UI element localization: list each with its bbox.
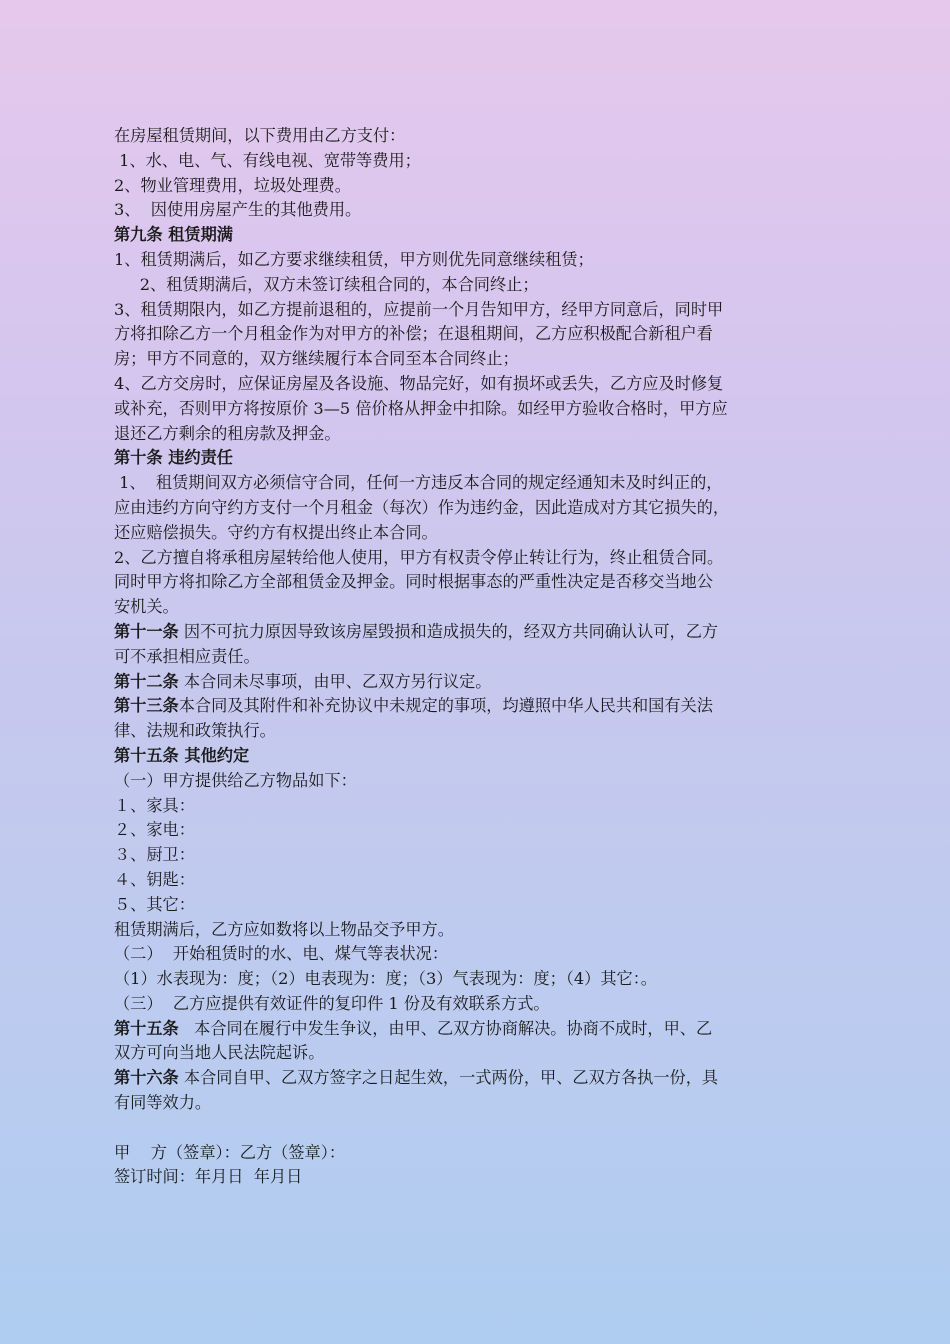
text-line [114, 298, 834, 323]
clause-text: 3、租赁期限内，如乙方提前退租的，应提前一个月告知甲方，经甲方同意后，同时甲 [114, 299, 724, 319]
text-line [114, 347, 834, 372]
text-line [114, 620, 834, 645]
text-line [114, 422, 834, 447]
clause-heading: 第十六条 [114, 1068, 179, 1088]
text-line [114, 1091, 834, 1116]
clause-text: 同时甲方将扣除乙方全部租赁金及押金。同时根据事态的严重性决定是否移交当地公 [114, 572, 713, 592]
clause-text: 房；甲方不同意的，双方继续履行本合同至本合同终止； [114, 349, 519, 369]
text-line [114, 124, 834, 149]
clause-text: （一）甲方提供给乙方物品如下： [114, 770, 357, 790]
clause-text: 方将扣除乙方一个月租金作为对甲方的补偿；在退租期间，乙方应积极配合新租户看 [114, 324, 713, 344]
clause-text: １、家具： [114, 795, 195, 815]
text-line [114, 1041, 834, 1066]
text-line [114, 1066, 834, 1091]
clause-text: 签订时间：年月日 年月日 [114, 1167, 303, 1187]
clause-text: 有同等效力。 [114, 1093, 212, 1113]
text-line [114, 496, 834, 521]
clause-text: 因不可抗力原因导致该房屋毁损和造成损失的，经双方共同确认认可，乙方 [178, 621, 719, 641]
text-line [114, 719, 834, 744]
clause-text: ５、其它： [114, 894, 195, 914]
text-line [114, 794, 834, 819]
text-line [114, 372, 834, 397]
clause-text: 甲 方（签章）：乙方（签章）： [114, 1142, 346, 1162]
clause-text: 4、乙方交房时，应保证房屋及各设施、物品完好，如有损坏或丢失，乙方应及时修复 [114, 373, 724, 393]
text-line [114, 1017, 834, 1042]
text-line [114, 521, 834, 546]
text-line [114, 744, 834, 769]
clause-text: 3、 因使用房屋产生的其他费用。 [114, 200, 362, 220]
text-line [114, 942, 834, 967]
clause-text: 可不承担相应责任。 [114, 646, 260, 666]
clause-text: ２、家电： [114, 820, 195, 840]
clause-heading: 第十二条 [114, 671, 179, 691]
clause-text: 1、水、电、气、有线电视、宽带等费用； [114, 150, 421, 170]
contract-page [114, 124, 834, 1190]
clause-text: ３、厨卫： [114, 845, 195, 865]
clause-heading: 第九条 租赁期满 [114, 225, 233, 245]
text-line [114, 149, 834, 174]
clause-text: 本合同自甲、乙双方签字之日起生效，一式两份，甲、乙双方各执一份，具 [178, 1068, 719, 1088]
clause-heading: 第十条 违约责任 [114, 448, 233, 468]
text-line [114, 546, 834, 571]
text-line [114, 645, 834, 670]
text-line [114, 248, 834, 273]
text-line [114, 471, 834, 496]
text-line [114, 670, 834, 695]
clause-text: 还应赔偿损失。守约方有权提出终止本合同。 [114, 522, 438, 542]
clause-text: 租赁期满后，乙方应如数将以上物品交予甲方。 [114, 919, 454, 939]
text-line [114, 1165, 834, 1190]
text-line [114, 992, 834, 1017]
clause-text: （1）水表现为：度；（2）电表现为：度；（3）气表现为：度；（4）其它：。 [114, 969, 657, 989]
text-line [114, 918, 834, 943]
clause-text: 律、法规和政策执行。 [114, 721, 276, 741]
clause-text: 退还乙方剩余的租房款及押金。 [114, 423, 341, 443]
clause-text: 2、乙方擅自将承租房屋转给他人使用，甲方有权责令停止转让行为，终止租赁合同。 [114, 547, 724, 567]
clause-text: 本合同在履行中发生争议，由甲、乙双方协商解决。协商不成时，甲、乙 [178, 1018, 713, 1038]
clause-text: 2、租赁期满后，双方未签订续租合同的，本合同终止； [114, 274, 539, 294]
clause-heading: 第十五条 其他约定 [114, 745, 250, 765]
text-line [114, 967, 834, 992]
text-line [114, 893, 834, 918]
clause-text: 在房屋租赁期间，以下费用由乙方支付： [114, 126, 406, 145]
clause-text: 安机关。 [114, 597, 179, 617]
clause-text: 1、租赁期满后，如乙方要求继续租赁，甲方则优先同意继续租赁； [114, 249, 594, 269]
text-line [114, 843, 834, 868]
text-line [114, 694, 834, 719]
clause-text: 本合同未尽事项，由甲、乙双方另行议定。 [178, 671, 492, 691]
text-line [114, 223, 834, 248]
clause-heading: 第十一条 [114, 621, 179, 641]
text-line [114, 868, 834, 893]
text-line [114, 595, 834, 620]
text-line [114, 174, 834, 199]
clause-text: 1、 租赁期间双方必须信守合同，任何一方违反本合同的规定经通知未及时纠正的， [114, 473, 723, 493]
clause-text: ４、钥匙： [114, 869, 195, 889]
text-line [114, 397, 834, 422]
clause-text: 应由违约方向守约方支付一个月租金（每次）作为违约金，因此造成对方其它损失的， [114, 497, 730, 517]
text-line [114, 273, 834, 298]
clause-text: （三） 乙方应提供有效证件的复印件 1 份及有效联系方式。 [114, 993, 550, 1013]
clause-text: 2、物业管理费用，垃圾处理费。 [114, 175, 351, 195]
text-line [114, 198, 834, 223]
clause-heading: 第十三条 [114, 696, 179, 716]
text-line [114, 818, 834, 843]
text-line [114, 322, 834, 347]
clause-text: 本合同及其附件和补充协议中未规定的事项，均遵照中华人民共和国有关法 [178, 696, 713, 716]
text-line [114, 446, 834, 471]
clause-text: 双方可向当地人民法院起诉。 [114, 1043, 325, 1063]
text-line [114, 570, 834, 595]
text-line [114, 1116, 834, 1141]
clause-text: （二） 开始租赁时的水、电、煤气等表状况： [114, 944, 449, 964]
text-line [114, 1141, 834, 1166]
text-line [114, 769, 834, 794]
clause-heading: 第十五条 [114, 1018, 179, 1038]
clause-text: 或补充，否则甲方将按原价 3—5 倍价格从押金中扣除。如经甲方验收合格时，甲方应 [114, 398, 728, 418]
